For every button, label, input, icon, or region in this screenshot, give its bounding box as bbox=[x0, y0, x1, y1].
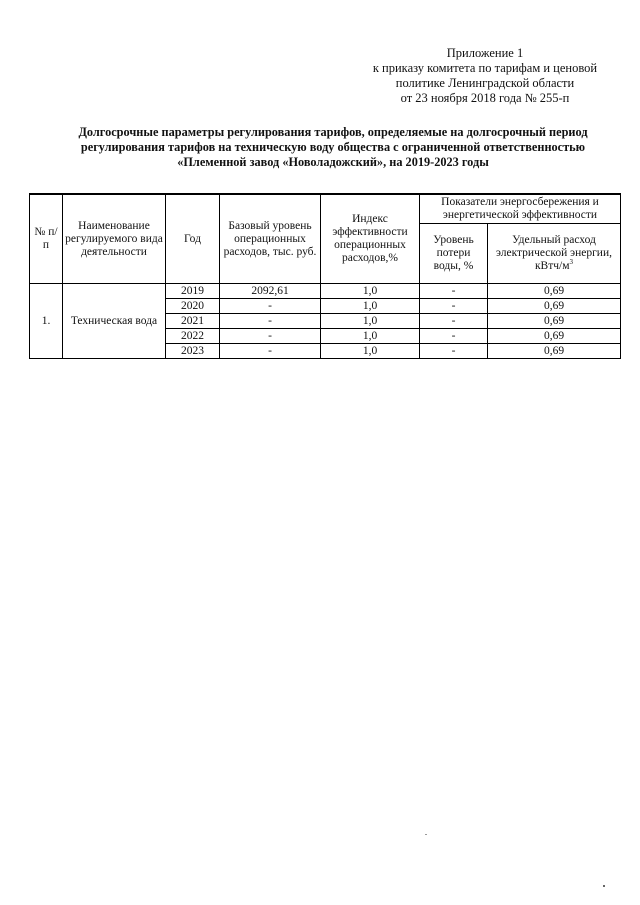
cell-energy: 0,69 bbox=[488, 314, 621, 329]
cell-base: - bbox=[220, 299, 321, 314]
header-efficiency-index: Индекс эффективности операционных расходов,% bbox=[321, 194, 420, 284]
cell-loss: - bbox=[420, 314, 488, 329]
title-line-2: регулирования тарифов на техническую воду общества с ограниченной ответственностью bbox=[80, 140, 586, 154]
cell-loss: - bbox=[420, 329, 488, 344]
cell-index: 1,0 bbox=[321, 329, 420, 344]
header-energy-use bbox=[488, 224, 621, 284]
cell-index: 1,0 bbox=[321, 299, 420, 314]
cell-loss: - bbox=[420, 344, 488, 359]
cell-num: 1. bbox=[30, 284, 63, 359]
cell-energy: 0,69 bbox=[488, 284, 621, 299]
header-energy-group: Показатели энергосбережения и энергетической эффективности bbox=[420, 194, 621, 224]
header-year: Год bbox=[166, 194, 220, 284]
header-num: № п/п bbox=[30, 194, 63, 284]
appendix-line-4: от 23 ноября 2018 года № 255-п bbox=[400, 91, 570, 105]
cell-energy: 0,69 bbox=[488, 329, 621, 344]
cell-loss: - bbox=[420, 299, 488, 314]
scan-speck bbox=[603, 885, 605, 887]
cell-base: - bbox=[220, 329, 321, 344]
scan-speck bbox=[425, 834, 427, 835]
appendix-header bbox=[340, 46, 630, 106]
cell-year: 2021 bbox=[166, 314, 220, 329]
cell-index: 1,0 bbox=[321, 344, 420, 359]
cell-year: 2023 bbox=[166, 344, 220, 359]
cell-activity: Техническая вода bbox=[63, 284, 166, 359]
cell-index: 1,0 bbox=[321, 284, 420, 299]
header-base-level: Базовый уровень операционных расходов, тыс. руб. bbox=[220, 194, 321, 284]
header-energy-use-text: Удельный расход электрической энергии, кВтч/м bbox=[496, 234, 612, 272]
parameters-table bbox=[29, 193, 621, 359]
table-row bbox=[30, 284, 621, 299]
document-title bbox=[38, 125, 628, 170]
header-water-loss: Уровень потери воды, % bbox=[420, 224, 488, 284]
cell-index: 1,0 bbox=[321, 314, 420, 329]
cell-base: - bbox=[220, 344, 321, 359]
cell-base: - bbox=[220, 314, 321, 329]
cell-year: 2019 bbox=[166, 284, 220, 299]
appendix-line-1: Приложение 1 bbox=[446, 46, 524, 60]
cell-year: 2022 bbox=[166, 329, 220, 344]
title-line-3: «Племенной завод «Новоладожский», на 2019-2023 годы bbox=[177, 155, 489, 169]
header-activity: Наименование регулируемого вида деятельности bbox=[63, 194, 166, 284]
header-energy-use-sup: 3 bbox=[569, 258, 574, 267]
cell-energy: 0,69 bbox=[488, 299, 621, 314]
cell-loss: - bbox=[420, 284, 488, 299]
cell-energy: 0,69 bbox=[488, 344, 621, 359]
cell-base: 2092,61 bbox=[220, 284, 321, 299]
title-line-1: Долгосрочные параметры регулирования тарифов, определяемые на долгосрочный период bbox=[78, 125, 588, 139]
appendix-line-2: к приказу комитета по тарифам и ценовой bbox=[372, 61, 598, 75]
cell-year: 2020 bbox=[166, 299, 220, 314]
appendix-line-3: политике Ленинградской области bbox=[395, 76, 575, 90]
